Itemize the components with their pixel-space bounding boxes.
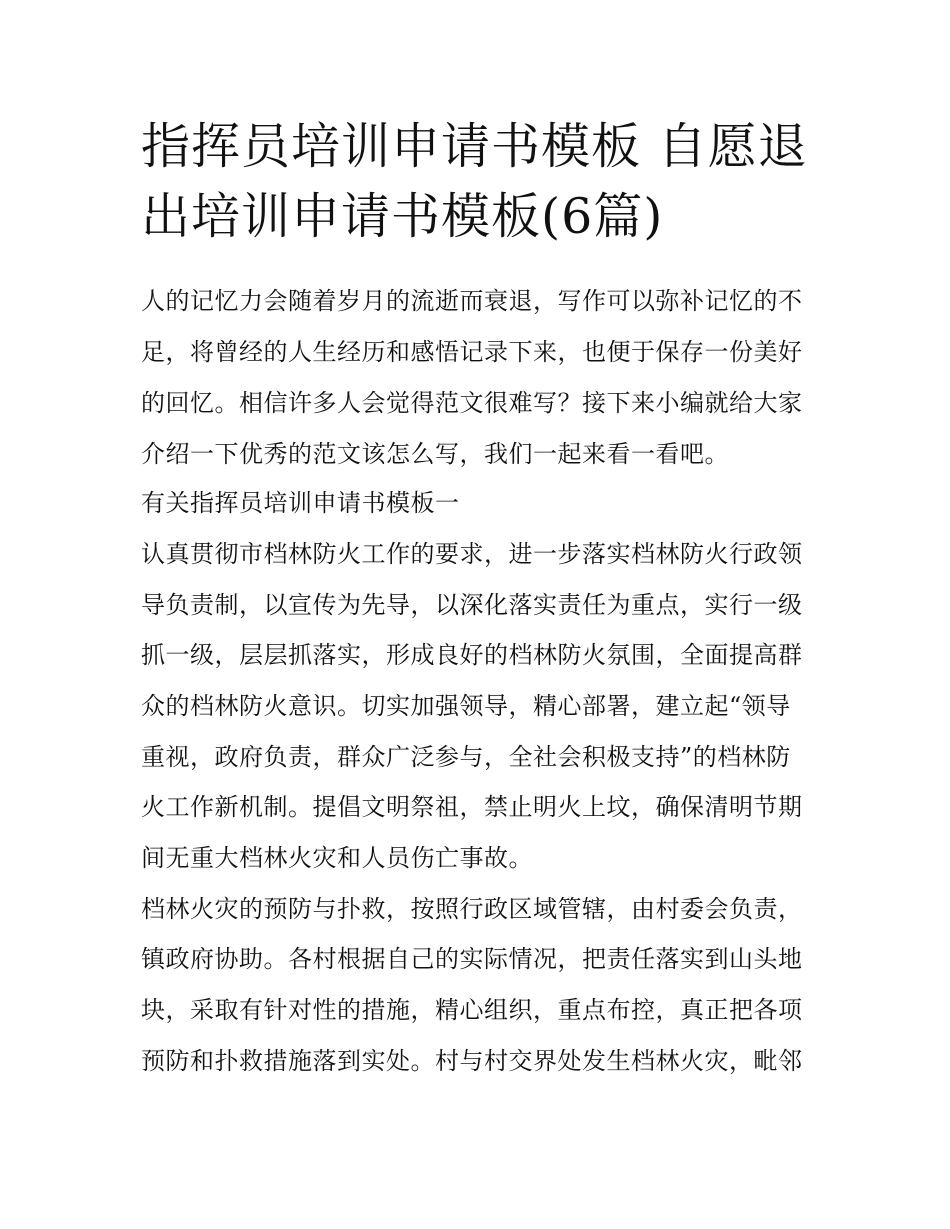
intro-line-3: 的回忆。相信许多人会觉得范文很难写？接下来小编就给大家 (141, 389, 803, 417)
paragraph1-line-3: 抓一级，层层抓落实，形成良好的档林防火氛围，全面提高群 (141, 641, 803, 669)
intro-line-1: 人的记忆力会随着岁月的流逝而衰退，写作可以弥补记忆的不 (141, 287, 803, 315)
section-heading: 有关指挥员培训申请书模板一 (141, 489, 460, 517)
paragraph1-line-4: 众的档林防火意识。切实加强领导，精心部署，建立起“领导 (141, 692, 791, 720)
paragraph2-line-2: 镇政府协助。各村根据自己的实际情况，把责任落实到山头地 (141, 945, 803, 973)
intro-line-4: 介绍一下优秀的范文该怎么写，我们一起来看一看吧。 (141, 440, 729, 468)
paragraph2-line-3: 块，采取有针对性的措施，精心组织，重点布控，真正把各项 (141, 996, 803, 1024)
paragraph1-line-2: 导负责制，以宣传为先导，以深化落实责任为重点，实行一级 (141, 591, 803, 619)
paragraph1-line-1: 认真贯彻市档林防火工作的要求，进一步落实档林防火行政领 (141, 540, 803, 568)
paragraph2-line-1: 档林火灾的预防与扑救，按照行政区域管辖，由村委会负责， (141, 895, 803, 923)
document-title: 指挥员培训申请书模板 自愿退出培训申请书模板(6篇) (141, 118, 808, 245)
intro-line-2: 足，将曾经的人生经历和感悟记录下来，也便于保存一份美好 (141, 338, 803, 366)
paragraph1-line-7: 间无重大档林火灾和人员伤亡事故。 (141, 844, 533, 872)
paragraph1-line-5: 重视，政府负责，群众广泛参与，全社会积极支持”的档林防 (141, 743, 791, 771)
paragraph1-line-6: 火工作新机制。提倡文明祭祖，禁止明火上坟，确保清明节期 (141, 793, 803, 821)
paragraph2-line-4: 预防和扑救措施落到实处。村与村交界处发生档林火灾，毗邻 (141, 1047, 803, 1075)
